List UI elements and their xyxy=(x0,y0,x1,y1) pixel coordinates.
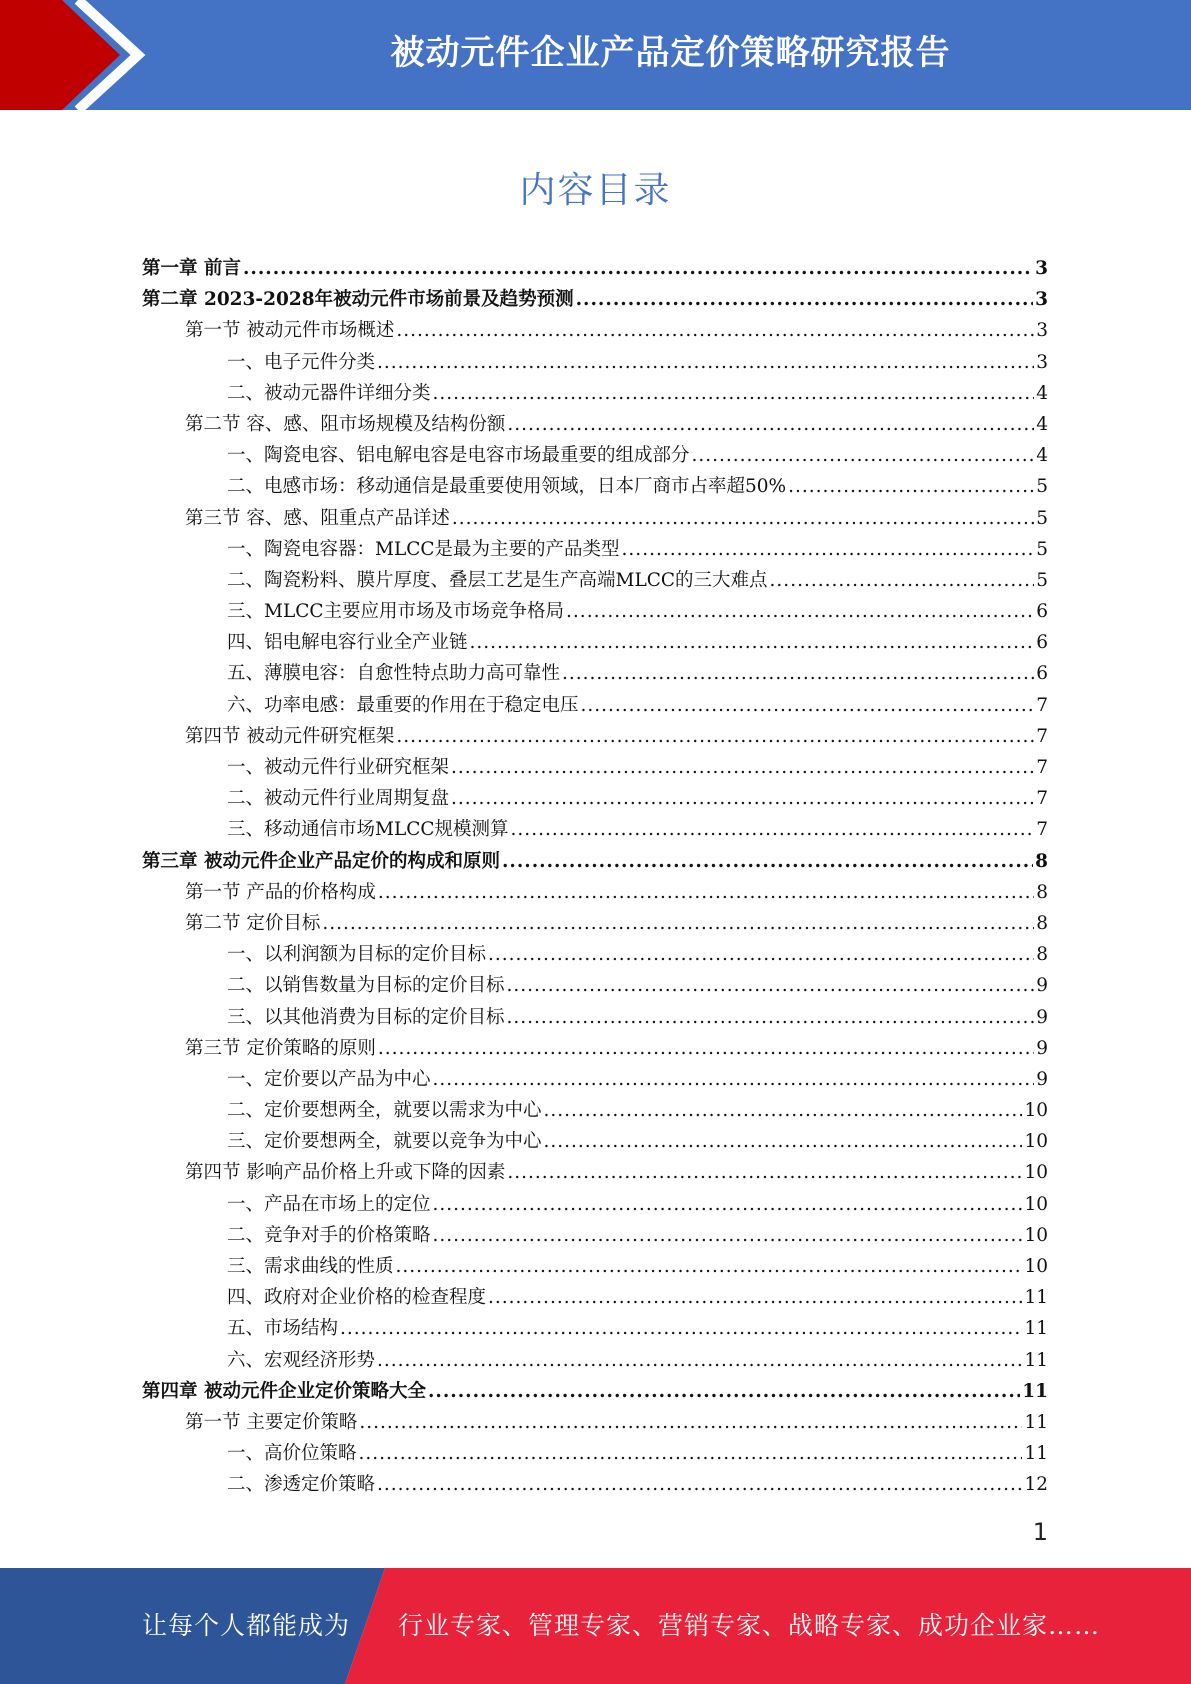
toc-entry-label: 第二章 2023-2028年被动元件市场前景及趋势预测 xyxy=(142,289,574,311)
toc-entry-page: 9 xyxy=(1036,1006,1048,1028)
report-header xyxy=(0,0,1191,110)
toc-entry-page: 6 xyxy=(1036,663,1048,685)
toc-entry[interactable] xyxy=(142,1220,1048,1251)
toc-dot-leader xyxy=(243,253,1033,284)
toc-entry-page: 5 xyxy=(1036,507,1048,529)
toc-entry[interactable] xyxy=(142,378,1048,409)
toc-dot-leader xyxy=(433,378,1035,409)
toc-dot-leader xyxy=(544,1126,1023,1157)
toc-entry[interactable] xyxy=(142,721,1048,752)
toc-entry-page: 5 xyxy=(1036,569,1048,591)
toc-entry-label: 一、陶瓷电容器：MLCC是最为主要的产品类型 xyxy=(227,538,620,560)
table-of-contents xyxy=(142,253,1048,1501)
toc-entry[interactable] xyxy=(142,814,1048,845)
toc-entry-label: 一、产品在市场上的定位 xyxy=(227,1193,431,1215)
toc-entry-page: 8 xyxy=(1036,944,1048,966)
toc-entry-page: 5 xyxy=(1036,476,1048,498)
toc-dot-leader xyxy=(470,627,1035,658)
toc-entry[interactable] xyxy=(142,1002,1048,1033)
toc-entry-label: 六、宏观经济形势 xyxy=(227,1349,376,1371)
header-chevron-decoration xyxy=(0,0,160,110)
toc-entry-page: 4 xyxy=(1036,382,1048,404)
toc-entry-page: 7 xyxy=(1036,725,1048,747)
toc-dot-leader xyxy=(377,347,1034,378)
toc-entry-page: 9 xyxy=(1036,1037,1048,1059)
toc-dot-leader xyxy=(433,1220,1023,1251)
toc-dot-leader xyxy=(566,596,1034,627)
toc-entry-page: 6 xyxy=(1036,632,1048,654)
toc-entry-label: 第一节 被动元件市场概述 xyxy=(185,320,395,342)
toc-dot-leader xyxy=(544,1095,1023,1126)
toc-entry[interactable] xyxy=(142,1345,1048,1376)
toc-dot-leader xyxy=(322,908,1034,939)
toc-entry-label: 二、渗透定价策略 xyxy=(227,1474,376,1496)
toc-entry[interactable] xyxy=(142,877,1048,908)
toc-entry[interactable] xyxy=(142,690,1048,721)
toc-entry-page: 11 xyxy=(1024,1443,1048,1465)
toc-entry-page: 8 xyxy=(1035,850,1048,872)
toc-entry-label: 一、高价位策略 xyxy=(227,1443,357,1465)
toc-entry[interactable] xyxy=(142,1157,1048,1188)
toc-entry-page: 10 xyxy=(1024,1256,1048,1277)
toc-entry[interactable] xyxy=(142,503,1048,534)
toc-dot-leader xyxy=(507,970,1035,1001)
toc-entry-label: 第三章 被动元件企业产品定价的构成和原则 xyxy=(142,850,500,872)
toc-entry[interactable] xyxy=(142,596,1048,627)
toc-entry-page: 5 xyxy=(1036,538,1048,560)
toc-entry-page: 3 xyxy=(1036,320,1048,342)
toc-entry[interactable] xyxy=(142,347,1048,378)
toc-dot-leader xyxy=(507,409,1034,440)
toc-entry-page: 3 xyxy=(1036,351,1048,373)
toc-entry-label: 四、铝电解电容行业全产业链 xyxy=(227,632,468,654)
toc-entry-page: 10 xyxy=(1024,1100,1048,1122)
toc-entry-page: 8 xyxy=(1036,912,1048,934)
toc-entry-label: 三、移动通信市场MLCC规模测算 xyxy=(227,819,509,841)
toc-dot-leader xyxy=(396,721,1034,752)
toc-entry-page: 11 xyxy=(1024,1318,1048,1340)
toc-entry-label: 二、定价要想两全，就要以需求为中心 xyxy=(227,1100,542,1122)
toc-entry-page: 4 xyxy=(1036,413,1048,435)
toc-entry-label: 第三节 定价策略的原则 xyxy=(185,1037,376,1059)
toc-entry-page: 10 xyxy=(1024,1162,1048,1184)
toc-entry-label: 一、以利润额为目标的定价目标 xyxy=(227,944,487,966)
toc-entry-label: 二、被动元器件详细分类 xyxy=(227,382,431,404)
toc-entry-page: 12 xyxy=(1024,1474,1048,1496)
toc-dot-leader xyxy=(359,1407,1022,1438)
toc-entry-label: 三、以其他消费为目标的定价目标 xyxy=(227,1006,505,1028)
toc-entry-label: 二、电感市场：移动通信是最重要使用领域，日本厂商市占率超50% xyxy=(227,476,787,498)
toc-dot-leader xyxy=(788,471,1034,502)
toc-entry-label: 第三节 容、感、阻重点产品详述 xyxy=(185,507,450,529)
toc-entry-label: 六、功率电感：最重要的作用在于稳定电压 xyxy=(227,694,579,716)
toc-dot-leader xyxy=(451,783,1034,814)
toc-entry-label: 五、薄膜电容：自愈性特点助力高可靠性 xyxy=(227,663,561,685)
toc-heading: 内容目录 xyxy=(519,170,672,211)
footer-slogan-left: 让每个人都能成为 xyxy=(142,1611,351,1640)
toc-entry-label: 第一章 前言 xyxy=(142,258,241,279)
toc-entry[interactable] xyxy=(142,565,1048,596)
toc-entry-page: 10 xyxy=(1024,1193,1048,1215)
toc-entry[interactable] xyxy=(142,315,1048,346)
toc-entry[interactable] xyxy=(142,534,1048,565)
toc-entry-page: 7 xyxy=(1036,694,1048,716)
toc-dot-leader xyxy=(378,877,1034,908)
toc-entry[interactable] xyxy=(142,1313,1048,1344)
toc-dot-leader xyxy=(340,1313,1022,1344)
toc-entry[interactable] xyxy=(142,627,1048,658)
toc-entry-label: 三、定价要想两全，就要以竞争为中心 xyxy=(227,1131,542,1153)
toc-entry-page: 7 xyxy=(1036,788,1048,810)
toc-dot-leader xyxy=(433,1064,1035,1095)
toc-dot-leader xyxy=(622,534,1035,565)
toc-dot-leader xyxy=(502,846,1033,877)
toc-entry-label: 第四章 被动元件企业定价策略大全 xyxy=(142,1380,426,1402)
footer-slogan-right: 行业专家、管理专家、营销专家、战略专家、成功企业家…… xyxy=(398,1611,1101,1640)
toc-entry-page: 7 xyxy=(1036,757,1048,778)
toc-entry[interactable] xyxy=(142,908,1048,939)
toc-entry-page: 9 xyxy=(1036,1068,1048,1090)
toc-dot-leader xyxy=(692,440,1035,471)
toc-entry[interactable] xyxy=(142,752,1048,783)
toc-dot-leader xyxy=(507,1002,1035,1033)
toc-entry-label: 二、竞争对手的价格策略 xyxy=(227,1224,431,1246)
toc-entry-label: 四、政府对企业价格的检查程度 xyxy=(227,1287,487,1309)
toc-entry-page: 3 xyxy=(1035,258,1048,279)
toc-dot-leader xyxy=(396,315,1034,346)
toc-dot-leader xyxy=(770,565,1035,596)
toc-dot-leader xyxy=(359,1438,1023,1469)
toc-entry-label: 一、陶瓷电容、铝电解电容是电容市场最重要的组成部分 xyxy=(227,445,690,467)
toc-entry-page: 10 xyxy=(1024,1131,1048,1153)
footer-banner xyxy=(0,1568,1191,1684)
toc-entry-page: 11 xyxy=(1024,1411,1048,1433)
toc-dot-leader xyxy=(488,939,1034,970)
toc-entry-label: 第四节 被动元件研究框架 xyxy=(185,725,395,747)
toc-entry-label: 第一节 产品的价格构成 xyxy=(185,881,376,903)
toc-entry[interactable] xyxy=(142,1064,1048,1095)
toc-entry-page: 6 xyxy=(1036,601,1048,623)
toc-entry-page: 7 xyxy=(1036,819,1048,841)
toc-entry-label: 二、以销售数量为目标的定价目标 xyxy=(227,975,505,997)
toc-entry[interactable] xyxy=(142,846,1048,877)
toc-entry-label: 第二节 容、感、阻市场规模及结构份额 xyxy=(185,413,506,435)
toc-dot-leader xyxy=(396,1251,1023,1282)
toc-entry[interactable] xyxy=(142,939,1048,970)
toc-entry[interactable] xyxy=(142,1126,1048,1157)
toc-dot-leader xyxy=(507,1157,1022,1188)
toc-entry-label: 五、市场结构 xyxy=(227,1318,339,1340)
toc-entry[interactable] xyxy=(142,783,1048,814)
page-number: 1 xyxy=(1032,1518,1048,1546)
toc-entry[interactable] xyxy=(142,1438,1048,1469)
toc-entry-label: 一、定价要以产品为中心 xyxy=(227,1068,431,1090)
toc-entry-page: 10 xyxy=(1024,1224,1048,1246)
toc-entry-label: 三、需求曲线的性质 xyxy=(227,1256,394,1277)
toc-entry[interactable] xyxy=(142,471,1048,502)
toc-dot-leader xyxy=(562,658,1034,689)
toc-entry-label: 二、陶瓷粉料、膜片厚度、叠层工艺是生产高端MLCC的三大难点 xyxy=(227,569,768,591)
toc-entry[interactable] xyxy=(142,970,1048,1001)
toc-entry-label: 第四节 影响产品价格上升或下降的因素 xyxy=(185,1162,506,1184)
toc-entry[interactable] xyxy=(142,253,1048,284)
toc-dot-leader xyxy=(428,1376,1020,1407)
toc-dot-leader xyxy=(576,284,1034,315)
toc-entry[interactable] xyxy=(142,1095,1048,1126)
toc-dot-leader xyxy=(452,503,1034,534)
toc-entry[interactable] xyxy=(142,409,1048,440)
toc-dot-leader xyxy=(377,1345,1022,1376)
toc-entry[interactable] xyxy=(142,1376,1048,1407)
toc-dot-leader xyxy=(488,1282,1022,1313)
report-title: 被动元件企业产品定价策略研究报告 xyxy=(390,33,951,73)
toc-entry[interactable] xyxy=(142,658,1048,689)
toc-entry[interactable] xyxy=(142,1189,1048,1220)
toc-dot-leader xyxy=(451,752,1034,783)
toc-entry-page: 3 xyxy=(1035,289,1048,311)
toc-dot-leader xyxy=(377,1469,1022,1500)
toc-entry-page: 8 xyxy=(1036,881,1048,903)
toc-entry[interactable] xyxy=(142,284,1048,315)
toc-dot-leader xyxy=(581,690,1035,721)
toc-entry-label: 二、被动元件行业周期复盘 xyxy=(227,788,450,810)
toc-entry-page: 11 xyxy=(1024,1287,1048,1309)
toc-entry-label: 第二节 定价目标 xyxy=(185,912,321,934)
toc-entry[interactable] xyxy=(142,1469,1048,1500)
toc-entry-page: 11 xyxy=(1022,1380,1048,1402)
toc-entry-page: 4 xyxy=(1036,445,1048,467)
toc-entry[interactable] xyxy=(142,1033,1048,1064)
toc-entry[interactable] xyxy=(142,1251,1048,1282)
toc-dot-leader xyxy=(511,814,1035,845)
toc-entry[interactable] xyxy=(142,1282,1048,1313)
toc-entry-page: 9 xyxy=(1036,975,1048,997)
toc-entry[interactable] xyxy=(142,1407,1048,1438)
toc-entry-label: 三、MLCC主要应用市场及市场竞争格局 xyxy=(227,601,565,623)
toc-entry-label: 一、被动元件行业研究框架 xyxy=(227,757,450,778)
toc-entry[interactable] xyxy=(142,440,1048,471)
toc-entry-label: 一、电子元件分类 xyxy=(227,351,376,373)
toc-dot-leader xyxy=(433,1189,1023,1220)
toc-dot-leader xyxy=(378,1033,1034,1064)
toc-entry-page: 11 xyxy=(1024,1349,1048,1371)
toc-entry-label: 第一节 主要定价策略 xyxy=(185,1411,358,1433)
